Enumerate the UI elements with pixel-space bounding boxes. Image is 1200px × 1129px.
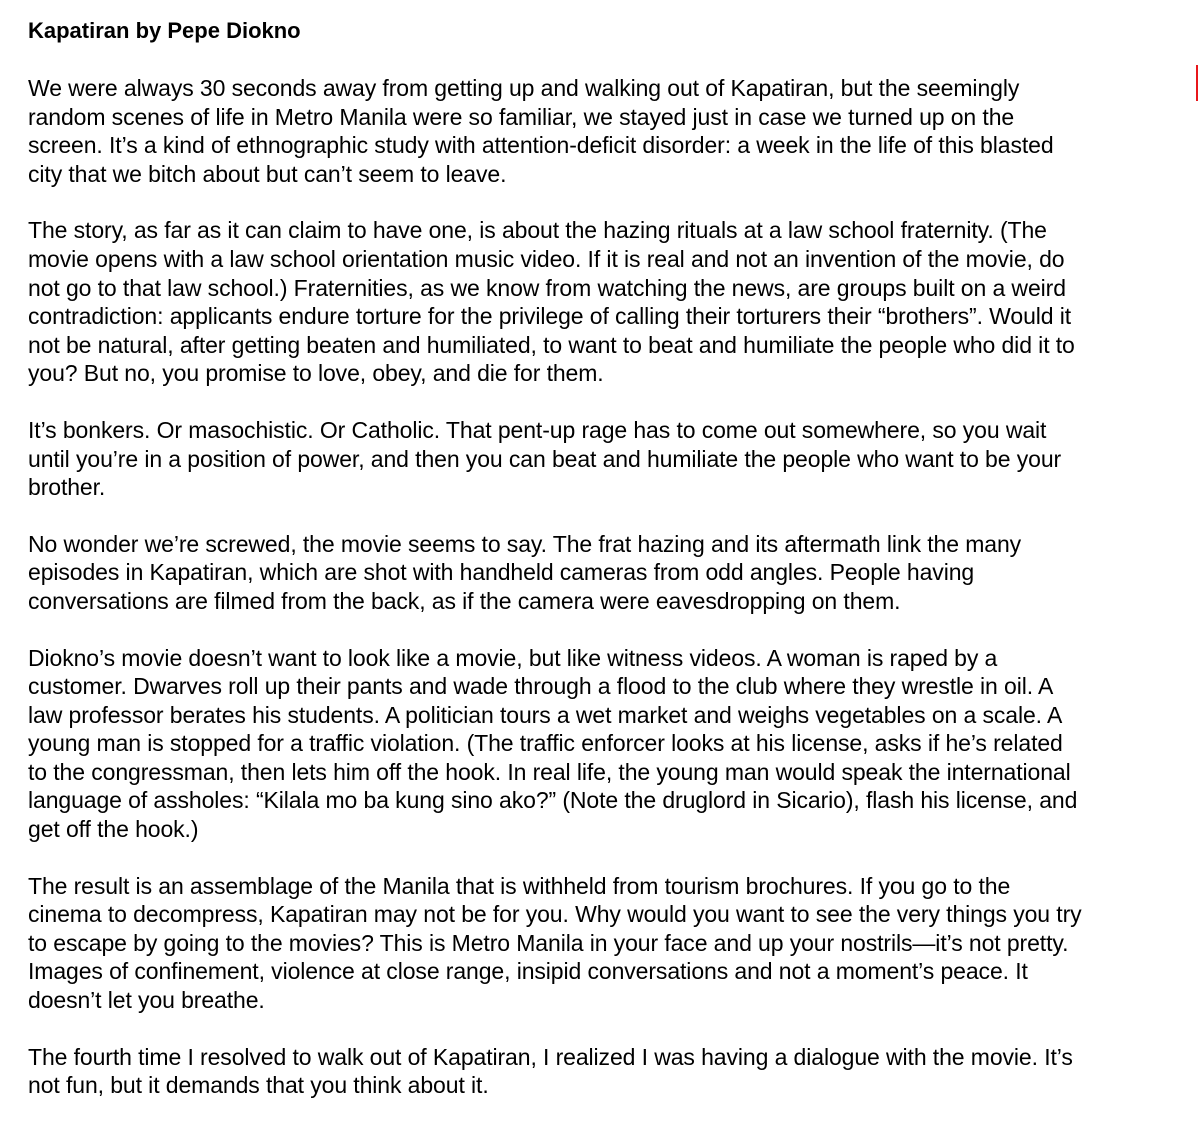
paragraph-2 bbox=[28, 216, 1192, 388]
text-line: Diokno’s movie doesn’t want to look like a movie, but like witness videos. A woman is raped by a bbox=[28, 644, 998, 671]
text-line: until you’re in a position of power, and then you can beat and humiliate the people who want to be your bbox=[28, 445, 1062, 472]
text-line: It’s bonkers. Or masochistic. Or Catholic. That pent-up rage has to come out somewhere, so you wait bbox=[28, 416, 1047, 443]
text-line: not be natural, after getting beaten and humiliated, to want to beat and humiliate the people who did it to bbox=[28, 331, 1075, 358]
text-line: screen. It’s a kind of ethnographic study with attention-deficit disorder: a week in the life of this blasted bbox=[28, 132, 1054, 159]
text-line: random scenes of life in Metro Manila were so familiar, we stayed just in case we turned up on the bbox=[28, 103, 1015, 130]
text-line: cinema to decompress, Kapatiran may not be for you. Why would you want to see the very things you try bbox=[28, 901, 1082, 928]
text-line: episodes in Kapatiran, which are shot with handheld cameras from odd angles. People having bbox=[28, 559, 975, 586]
text-line: to escape by going to the movies? This is Metro Manila in your face and up your nostrils—it’s not pretty. bbox=[28, 929, 1069, 956]
text-line: doesn’t let you breathe. bbox=[28, 987, 265, 1014]
text-line: movie opens with a law school orientation music video. If it is real and not an invention of the movie, do bbox=[28, 245, 1065, 272]
text-line: you? But no, you promise to love, obey, and die for them. bbox=[28, 360, 604, 387]
text-line: not go to that law school.) Fraternities, as we know from watching the news, are groups built on a weird bbox=[28, 274, 1066, 301]
text-line: The result is an assemblage of the Manila that is withheld from tourism brochures. If you go to the bbox=[28, 872, 1011, 899]
text-line: not fun, but it demands that you think about it. bbox=[28, 1072, 489, 1099]
text-line: conversations are filmed from the back, as if the camera were eavesdropping on them. bbox=[28, 587, 901, 614]
text-line: The fourth time I resolved to walk out of Kapatiran, I realized I was having a dialogue with the movie. It’s bbox=[28, 1043, 1073, 1070]
text-line: city that we bitch about but can’t seem to leave. bbox=[28, 160, 507, 187]
paragraph-6 bbox=[28, 872, 1192, 1015]
text-line: Images of confinement, violence at close range, insipid conversations and not a moment’s peace. It bbox=[28, 958, 1028, 985]
paragraph-7 bbox=[28, 1043, 1192, 1100]
text-line: get off the hook.) bbox=[28, 816, 199, 843]
text-line: No wonder we’re screwed, the movie seems to say. The frat hazing and its aftermath link the many bbox=[28, 530, 1022, 557]
text-line: language of assholes: “Kilala mo ba kung sino ako?” (Note the druglord in Sicario), flash his license, and bbox=[28, 787, 1078, 814]
text-cursor-marker bbox=[1196, 65, 1198, 101]
article-title: Kapatiran by Pepe Diokno bbox=[28, 18, 301, 43]
text-line: brother. bbox=[28, 474, 106, 501]
paragraph-1 bbox=[28, 74, 1192, 188]
text-line: law professor berates his students. A politician tours a wet market and weighs vegetables on a scale. A bbox=[28, 701, 1063, 728]
paragraph-5 bbox=[28, 644, 1192, 844]
text-line: to the congressman, then lets him off the hook. In real life, the young man would speak the international bbox=[28, 758, 1071, 785]
text-line: customer. Dwarves roll up their pants and wade through a flood to the club where they wrestle in oil. A bbox=[28, 673, 1054, 700]
text-line: The story, as far as it can claim to have one, is about the hazing rituals at a law school fraternity. (The bbox=[28, 217, 1047, 244]
paragraph-4 bbox=[28, 530, 1192, 616]
article bbox=[28, 14, 1192, 1128]
text-line: young man is stopped for a traffic violation. (The traffic enforcer looks at his license, asks if he’s related bbox=[28, 730, 1063, 757]
text-line: contradiction: applicants endure torture for the privilege of calling their torturers their “brothers”. Would it bbox=[28, 303, 1072, 330]
paragraph-3 bbox=[28, 416, 1192, 502]
text-line: We were always 30 seconds away from getting up and walking out of Kapatiran, but the seemingly bbox=[28, 75, 1020, 101]
